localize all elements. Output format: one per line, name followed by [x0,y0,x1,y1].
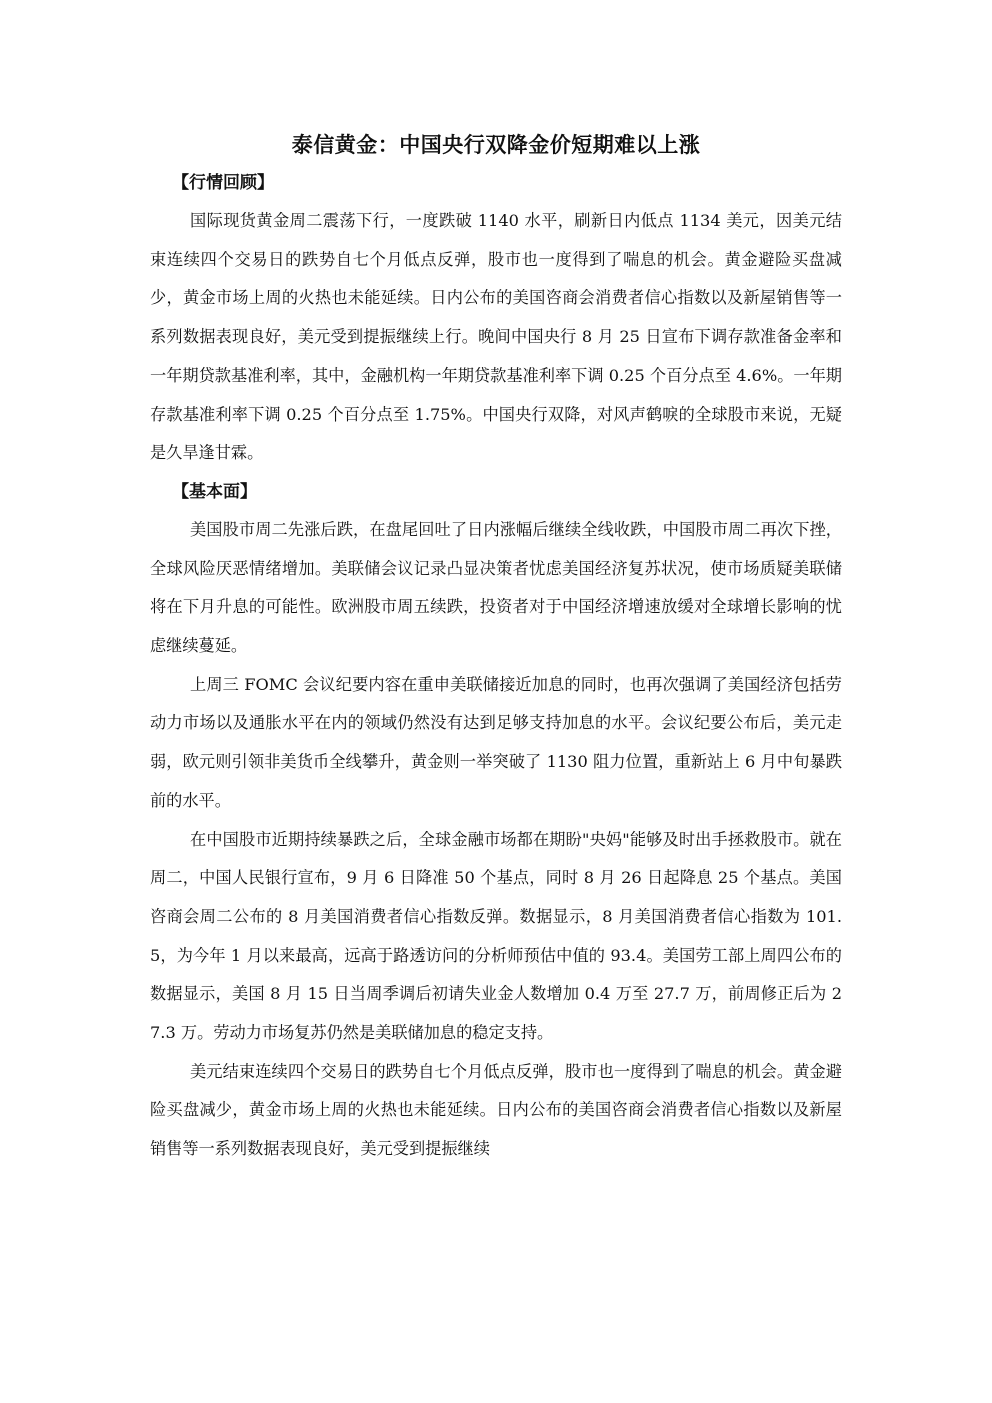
section-heading-fundamentals: 【基本面】 [172,481,257,502]
paragraph: 在中国股市近期持续暴跌之后，全球金融市场都在期盼"央妈"能够及时出手拯救股市。就在周二，中国人民银行宣布，9 月 6 日降准 50 个基点，同时 8 月 26 日起降息 25 个基点。美国咨商会周二公布的 8 月美国消费者信心指数反弹。数据显示，8 月美国消费者信心指数为 101.5，为今年 1 月以来最高，远高于路透访问的分析师预估中值的 93.4。美国劳工部上周四公布的数据显示，美国 8 月 15 日当周季调后初请失业金人数增加 0.4 万至 27.7 万，前周修正后为 27.3 万。劳动力市场复苏仍然是美联储加息的稳定支持。 [150,829,842,1043]
document-body [150,126,842,1169]
paragraph: 美国股市周二先涨后跌，在盘尾回吐了日内涨幅后继续全线收跌，中国股市周二再次下挫，全球风险厌恶情绪增加。美联储会议记录凸显决策者忧虑美国经济复苏状况，使市场质疑美联储将在下月升息的可能性。欧洲股市周五续跌，投资者对于中国经济增速放缓对全球增长影响的忧虑继续蔓延。 [150,519,842,656]
paragraph: 美元结束连续四个交易日的跌势自七个月低点反弹，股市也一度得到了喘息的机会。黄金避险买盘减少，黄金市场上周的火热也未能延续。日内公布的美国咨商会消费者信心指数以及新屋销售等一系列数据表现良好，美元受到提振继续 [150,1061,842,1159]
paragraph: 国际现货黄金周二震荡下行，一度跌破 1140 水平，刷新日内低点 1134 美元，因美元结束连续四个交易日的跌势自七个月低点反弹，股市也一度得到了喘息的机会。黄金避险买盘减少，黄金市场上周的火热也未能延续。日内公布的美国咨商会消费者信心指数以及新屋销售等一系列数据表现良好，美元受到提振继续上行。晚间中国央行 8 月 25 日宣布下调存款准备金率和一年期贷款基准利率，其中，金融机构一年期贷款基准利率下调 0.25 个百分点至 4.6%。一年期存款基准利率下调 0.25 个百分点至 1.75%。中国央行双降，对风声鹤唳的全球股市来说，无疑是久旱逢甘霖。 [150,211,842,463]
section-heading-market-review: 【行情回顾】 [172,173,274,193]
document-title: 泰信黄金：中国央行双降金价短期难以上涨 [291,133,701,157]
paragraph: 上周三 FOMC 会议纪要内容在重申美联储接近加息的同时，也再次强调了美国经济包括劳动力市场以及通胀水平在内的领域仍然没有达到足够支持加息的水平。会议纪要公布后，美元走弱，欧元则引领非美货币全线攀升，黄金则一举突破了 1130 阻力位置，重新站上 6 月中旬暴跌前的水平。 [150,674,842,810]
